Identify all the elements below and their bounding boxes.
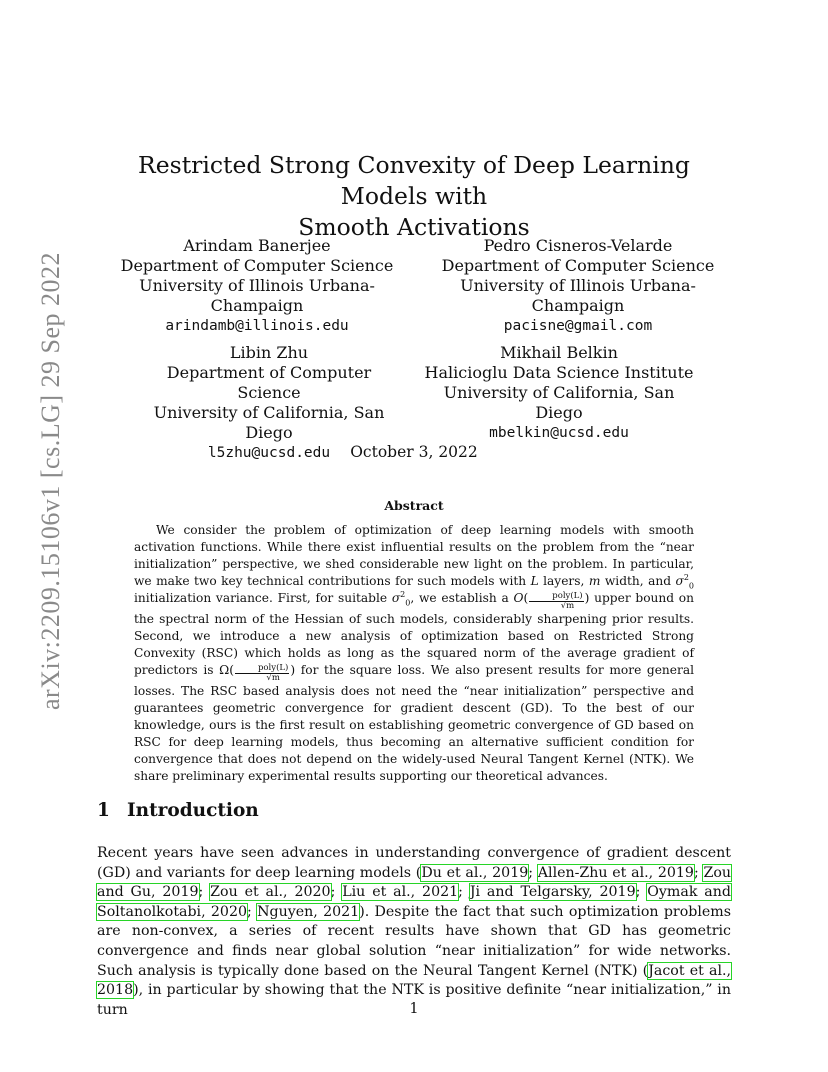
- paper-title: [100, 150, 728, 243]
- author-institution: University of California, San Diego: [153, 403, 385, 442]
- intro-paragraph: Recent years have seen advances in understanding convergence of gradient descent (GD) and variants for deep learning models (Du et al., 2019; Allen-Zhu et al., 2019; Zou and Gu, 2019; Zou et al., 2020; Liu et al., 2021; Ji and Telgarsky, 2019; Oymak and Soltanolkotabi, 2020; Nguyen, 2021). Despite the fact that such optimization problems are non-convex, a series of recent results have shown that GD has geometric convergence and finds near global solution “near initialization” for wide networks. Such analysis is typically done based on the Neural Tangent Kernel (NTK) (Jacot et al., 2018), in particular by showing that the NTK is positive definite “near initialization,” in turn: [97, 845, 732, 1018]
- author-block-2: [420, 236, 736, 336]
- author-name: Libin Zhu: [229, 343, 309, 362]
- author-institution: University of Illinois Urbana-Champaign: [139, 276, 375, 315]
- author-dept: Department of Computer Science: [120, 256, 394, 275]
- author-email[interactable]: l5zhu@ucsd.edu: [207, 445, 331, 461]
- author-institution: University of California, San Diego: [443, 383, 675, 422]
- citation-link[interactable]: Ji and Telgarsky, 2019: [469, 884, 636, 901]
- author-dept: Department of Computer Science: [166, 363, 372, 402]
- arxiv-stamp: arXiv:2209.15106v1 [cs.LG] 29 Sep 2022: [36, 251, 65, 711]
- title-line-2: Smooth Activations: [298, 213, 530, 241]
- citation-link[interactable]: Jacot et al., 2018: [97, 962, 731, 999]
- abstract-heading: Abstract: [384, 498, 444, 513]
- title-line-1: Restricted Strong Convexity of Deep Learning Models with: [138, 151, 690, 210]
- fraction: $\frac{\text{poly(L)}}{√m}$: [529, 592, 583, 611]
- citation-link[interactable]: Zou and Gu, 2019: [97, 864, 732, 901]
- author-dept: Halicioglu Data Science Institute: [424, 363, 694, 382]
- author-email[interactable]: pacisne@gmail.com: [503, 318, 653, 334]
- author-institution: University of Illinois Urbana-Champaign: [460, 276, 696, 315]
- author-name: Arindam Banerjee: [183, 236, 331, 255]
- author-block-4: [424, 343, 694, 443]
- section-heading: [97, 800, 259, 821]
- citation-link[interactable]: Du et al., 2019: [421, 864, 529, 881]
- author-dept: Department of Computer Science: [441, 256, 715, 275]
- author-block-1: [104, 236, 410, 336]
- citation-link[interactable]: Oymak and Soltanolkotabi, 2020: [97, 884, 731, 920]
- citation-link[interactable]: Nguyen, 2021: [257, 903, 360, 920]
- section-number: 1: [97, 800, 110, 821]
- paper-date: October 3, 2022: [350, 443, 478, 461]
- citation-link[interactable]: Liu et al., 2021: [342, 884, 459, 901]
- fraction: $\frac{\text{poly(L)}}{√m}$: [235, 664, 289, 683]
- page-number: 1: [409, 1001, 419, 1017]
- author-email[interactable]: mbelkin@ucsd.edu: [489, 425, 629, 441]
- author-name: Pedro Cisneros-Velarde: [483, 236, 673, 255]
- abstract-text: We consider the problem of optimization of deep learning models with smooth activation functions. While there exist influential results on the problem from the “near initialization” perspective, we shed considerable new light on the problem. In particular, we make two key technical contributions for such models with L layers, m width, and $\sigma^2_0$ initialization variance. First, for suitable $\sigma^2_0$, we establish a O( $\frac{\text{poly(L)}}{√m}$ ) upper bound on the spectral norm of the Hessian of such models, considerably sharpening prior results. Second, we introduce a new analysis of optimization based on Restricted Strong Convexity (RSC) which holds as long as the squared norm of the average gradient of predictors is Ω( $\frac{\text{poly(L)}}{√m}$ ) for the square loss. We also present results for more general losses. The RSC based analysis does not need the “near initialization” perspective and guarantees geometric convergence for gradient descent (GD). To the best of our knowledge, ours is the first result on establishing geometric convergence of GD based on RSC for deep learning models, thus becoming an alternative sufficient condition for convergence that does not depend on the widely-used Neural Tangent Kernel (NTK). We share preliminary experimental results supporting our theoretical advances.: [134, 523, 695, 783]
- author-name: Mikhail Belkin: [500, 343, 618, 362]
- citation-link[interactable]: Zou et al., 2020: [210, 884, 331, 901]
- author-email[interactable]: arindamb@illinois.edu: [165, 318, 349, 334]
- citation-link[interactable]: Allen-Zhu et al., 2019: [537, 864, 694, 881]
- section-title: Introduction: [127, 800, 259, 821]
